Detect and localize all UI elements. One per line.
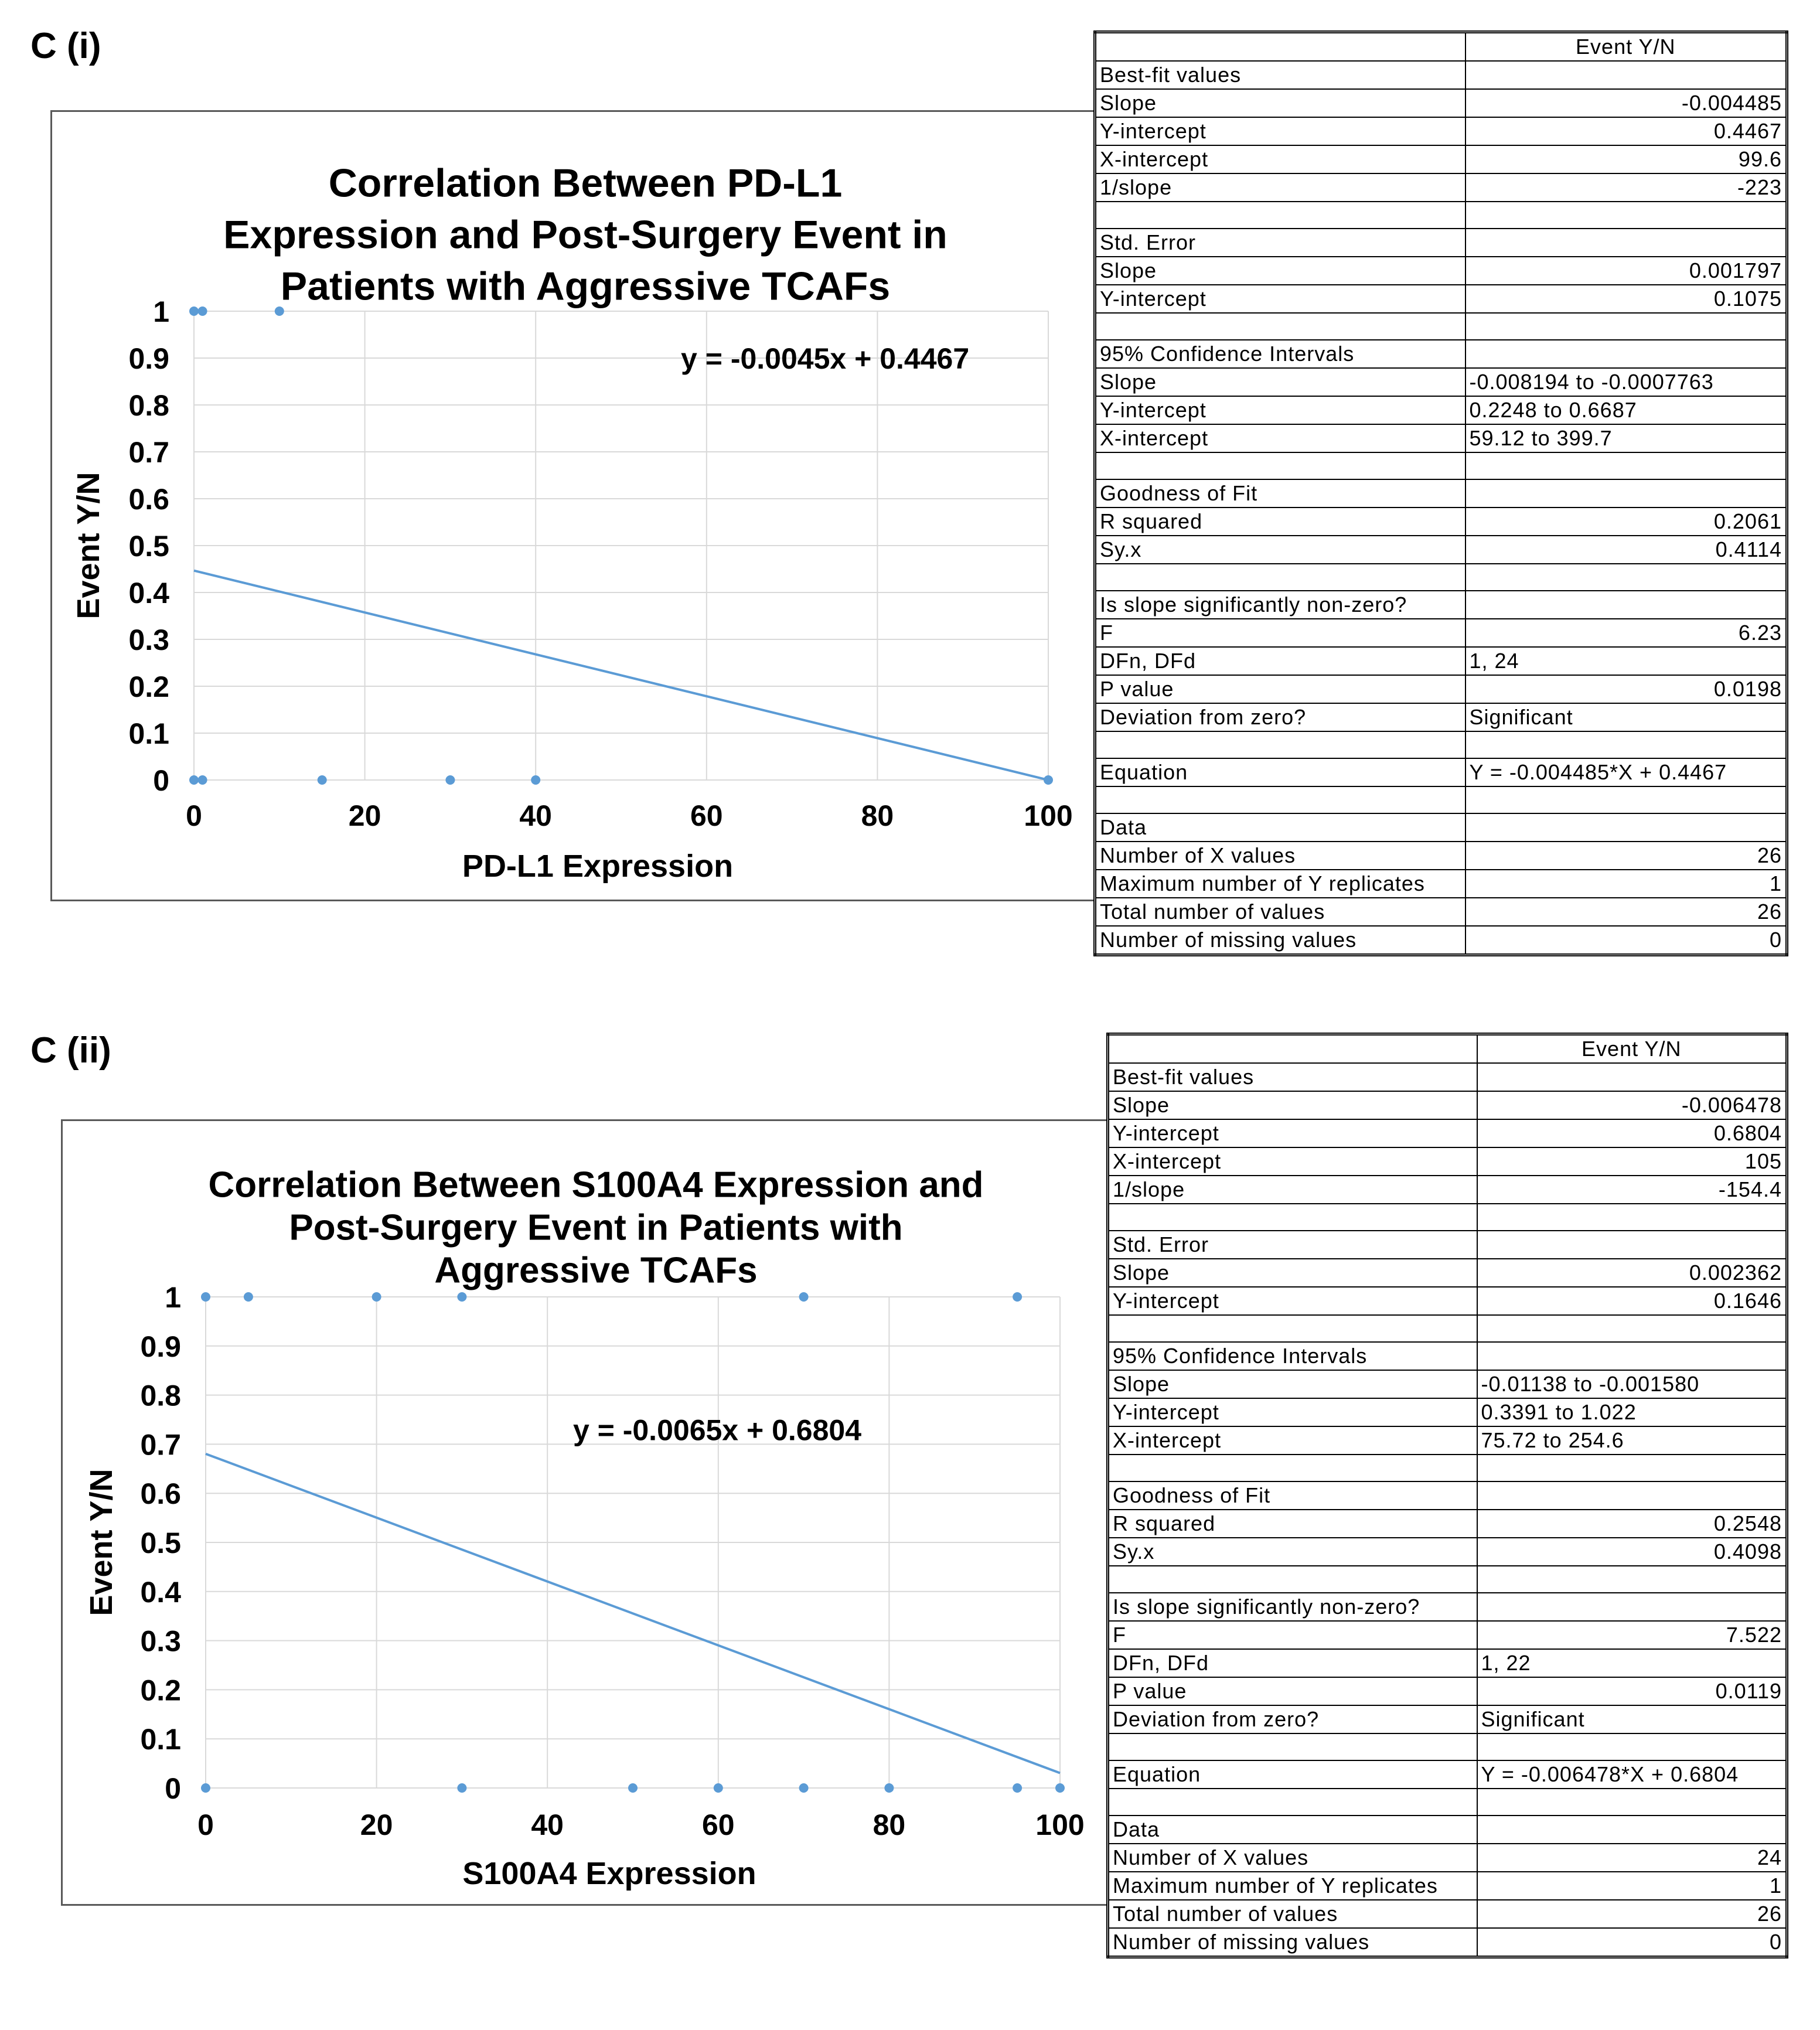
- x-tick-label: 20: [360, 1808, 393, 1841]
- data-point: [445, 775, 455, 785]
- table-cell-value: [1477, 1566, 1787, 1593]
- table-row: [1108, 1510, 1787, 1538]
- table-cell-label: Y-intercept: [1108, 1119, 1477, 1147]
- table-cell-value: 26: [1465, 898, 1787, 926]
- table-row: [1108, 1481, 1787, 1510]
- data-point: [189, 306, 199, 316]
- data-point: [198, 775, 207, 785]
- table-cell-label: Goodness of Fit: [1095, 479, 1465, 508]
- table-cell-label: Maximum number of Y replicates: [1108, 1872, 1477, 1900]
- table-cell-value: 0.4114: [1465, 536, 1787, 564]
- table-cell-value: 6.23: [1465, 619, 1787, 647]
- table-cell-label: Is slope significantly non-zero?: [1095, 591, 1465, 619]
- table-cell-label: 1/slope: [1108, 1176, 1477, 1204]
- table-cell-value: [1477, 1342, 1787, 1370]
- table-cell-label: F: [1108, 1621, 1477, 1649]
- table-row: [1108, 1231, 1787, 1259]
- table-row: [1095, 313, 1787, 340]
- table-row: [1095, 898, 1787, 926]
- table-cell-label: Goodness of Fit: [1108, 1481, 1477, 1510]
- data-point: [1044, 775, 1053, 785]
- table-cell-label: [1108, 1455, 1477, 1481]
- table-cell-label: [1108, 1204, 1477, 1231]
- table-cell-value: [1465, 313, 1787, 340]
- table-cell-value: 0.001797: [1465, 257, 1787, 285]
- table-row: [1095, 675, 1787, 703]
- y-tick-label: 0.2: [128, 670, 169, 703]
- table-row: [1108, 1538, 1787, 1566]
- trendline-equation-label: y = -0.0065x + 0.6804: [572, 1413, 862, 1447]
- table-cell-value: -154.4: [1477, 1176, 1787, 1204]
- chart-title-line: Patients with Aggressive TCAFs: [280, 264, 891, 309]
- table-cell-label: Total number of values: [1108, 1900, 1477, 1928]
- table-cell-value: [1477, 1481, 1787, 1510]
- table-cell-value: [1465, 61, 1787, 89]
- table-cell-label: [1108, 1733, 1477, 1760]
- table-row: [1108, 1733, 1787, 1760]
- table-cell-value: 7.522: [1477, 1621, 1787, 1649]
- y-tick-label: 0.4: [140, 1575, 181, 1609]
- table-cell-label: Number of missing values: [1095, 926, 1465, 955]
- table-cell-label: Best-fit values: [1095, 61, 1465, 89]
- table-cell-value: 0.6804: [1477, 1119, 1787, 1147]
- table-cell-value: [1477, 1204, 1787, 1231]
- table-row: [1108, 1147, 1787, 1176]
- table-row: [1108, 1287, 1787, 1315]
- table-cell-label: Maximum number of Y replicates: [1095, 870, 1465, 898]
- stats-table-c-i: [1093, 30, 1788, 956]
- table-row: [1095, 452, 1787, 479]
- table-cell-value: -223: [1465, 173, 1787, 202]
- table-cell-value: [1465, 731, 1787, 758]
- table-cell-label: [1108, 1789, 1477, 1816]
- table-cell-label: Y-intercept: [1095, 117, 1465, 145]
- table-cell-label: Slope: [1095, 257, 1465, 285]
- table-header-empty: [1095, 32, 1465, 62]
- table-cell-label: [1108, 1315, 1477, 1342]
- table-cell-value: 0: [1477, 1928, 1787, 1957]
- table-row: [1108, 1342, 1787, 1370]
- y-tick-label: 0.9: [140, 1330, 181, 1363]
- chart-title-line: Correlation Between PD-L1: [328, 161, 843, 206]
- table-cell-value: -0.006478: [1477, 1091, 1787, 1119]
- table-cell-label: X-intercept: [1095, 424, 1465, 452]
- data-point: [884, 1783, 894, 1793]
- table-row: [1095, 479, 1787, 508]
- table-cell-label: Number of missing values: [1108, 1928, 1477, 1957]
- table-cell-label: Y-intercept: [1095, 285, 1465, 313]
- table-header-row: [1095, 32, 1787, 62]
- table-row: [1095, 619, 1787, 647]
- data-point: [189, 775, 199, 785]
- x-axis-label: PD-L1 Expression: [462, 849, 734, 884]
- table-row: [1108, 1593, 1787, 1621]
- y-tick-label: 0.9: [128, 342, 169, 375]
- table-row: [1095, 786, 1787, 813]
- table-cell-value: -0.01138 to -0.001580: [1477, 1370, 1787, 1398]
- table-row: [1095, 89, 1787, 117]
- table-cell-value: 59.12 to 399.7: [1465, 424, 1787, 452]
- table-cell-value: 0.2248 to 0.6687: [1465, 396, 1787, 424]
- chart-title-line: Aggressive TCAFs: [434, 1250, 758, 1291]
- table-row: [1095, 61, 1787, 89]
- y-tick-label: 0.2: [140, 1674, 181, 1707]
- table-row: [1108, 1398, 1787, 1426]
- table-row: [1108, 1315, 1787, 1342]
- table-row: [1108, 1649, 1787, 1677]
- table-cell-value: [1477, 1733, 1787, 1760]
- y-tick-label: 0.7: [140, 1428, 181, 1462]
- table-cell-label: DFn, DFd: [1095, 647, 1465, 675]
- table-row: [1095, 564, 1787, 591]
- data-point: [198, 306, 207, 316]
- table-row: [1108, 1426, 1787, 1455]
- x-tick-label: 100: [1024, 799, 1073, 832]
- y-tick-label: 0: [153, 764, 169, 797]
- y-tick-label: 0.6: [128, 483, 169, 516]
- table-cell-value: [1465, 452, 1787, 479]
- table-row: [1095, 926, 1787, 955]
- y-tick-label: 0.7: [128, 436, 169, 469]
- table-cell-value: 0.0119: [1477, 1677, 1787, 1705]
- table-cell-value: 26: [1477, 1900, 1787, 1928]
- table-row: [1095, 647, 1787, 675]
- table-row: [1108, 1844, 1787, 1872]
- table-cell-label: [1095, 313, 1465, 340]
- table-cell-label: R squared: [1095, 508, 1465, 536]
- data-point: [201, 1783, 210, 1793]
- data-point: [1013, 1292, 1022, 1302]
- table-cell-label: F: [1095, 619, 1465, 647]
- chart-title-line: Correlation Between S100A4 Expression and: [208, 1164, 984, 1205]
- table-row: [1095, 173, 1787, 202]
- table-row: [1095, 285, 1787, 313]
- x-tick-label: 0: [186, 799, 202, 832]
- table-cell-value: [1465, 786, 1787, 813]
- x-axis-label: S100A4 Expression: [462, 1856, 756, 1891]
- y-tick-label: 0.5: [140, 1527, 181, 1559]
- table-cell-label: Number of X values: [1108, 1844, 1477, 1872]
- data-point: [244, 1292, 253, 1302]
- data-point: [1055, 1783, 1065, 1793]
- table-row: [1095, 257, 1787, 285]
- table-cell-label: Slope: [1108, 1091, 1477, 1119]
- table-cell-label: [1095, 731, 1465, 758]
- table-row: [1108, 1928, 1787, 1957]
- table-row: [1095, 813, 1787, 842]
- scatter-plot-pd-l1: [52, 112, 1107, 903]
- table-cell-value: -0.008194 to -0.0007763: [1465, 368, 1787, 396]
- table-cell-value: [1477, 1593, 1787, 1621]
- table-row: [1095, 368, 1787, 396]
- x-tick-label: 40: [519, 799, 553, 832]
- table-row: [1108, 1204, 1787, 1231]
- table-cell-value: 99.6: [1465, 145, 1787, 173]
- table-cell-label: DFn, DFd: [1108, 1649, 1477, 1677]
- table-row: [1108, 1370, 1787, 1398]
- x-tick-label: 60: [690, 799, 723, 832]
- data-point: [531, 775, 540, 785]
- data-point: [457, 1292, 466, 1302]
- table-row: [1108, 1900, 1787, 1928]
- table-row: [1095, 703, 1787, 731]
- table-row: [1108, 1455, 1787, 1481]
- table-cell-value: Y = -0.006478*X + 0.6804: [1477, 1760, 1787, 1789]
- table-cell-value: Significant: [1477, 1705, 1787, 1733]
- table-cell-label: Data: [1095, 813, 1465, 842]
- table-row: [1095, 842, 1787, 870]
- table-cell-label: Std. Error: [1108, 1231, 1477, 1259]
- table-row: [1108, 1705, 1787, 1733]
- table-row: [1095, 508, 1787, 536]
- table-cell-label: R squared: [1108, 1510, 1477, 1538]
- scatter-plot-s100a4: [63, 1121, 1117, 1908]
- table-cell-value: [1477, 1789, 1787, 1816]
- y-tick-label: 0.3: [140, 1624, 181, 1658]
- table-row: [1095, 731, 1787, 758]
- table-row: [1095, 340, 1787, 368]
- y-tick-label: 1: [165, 1281, 181, 1314]
- table-row: [1095, 202, 1787, 229]
- panel-label-c-i: C (i): [30, 26, 101, 66]
- table-row: [1108, 1677, 1787, 1705]
- table-cell-value: [1477, 1063, 1787, 1091]
- table-cell-label: [1108, 1566, 1477, 1593]
- chart-c-i: [50, 110, 1105, 901]
- table-cell-value: [1465, 229, 1787, 257]
- data-point: [714, 1783, 723, 1793]
- table-cell-label: Equation: [1108, 1760, 1477, 1789]
- y-axis-label: Event Y/N: [84, 1469, 119, 1616]
- data-point: [457, 1783, 466, 1793]
- table-cell-value: Significant: [1465, 703, 1787, 731]
- trendline-equation-label: y = -0.0045x + 0.4467: [681, 342, 970, 375]
- table-cell-value: Y = -0.004485*X + 0.4467: [1465, 758, 1787, 786]
- x-tick-label: 60: [701, 1808, 735, 1841]
- table-cell-label: Sy.x: [1095, 536, 1465, 564]
- data-point: [201, 1292, 210, 1302]
- table-row: [1095, 536, 1787, 564]
- table-cell-value: [1465, 202, 1787, 229]
- table-row: [1095, 591, 1787, 619]
- table-cell-label: Is slope significantly non-zero?: [1108, 1593, 1477, 1621]
- table-row: [1108, 1259, 1787, 1287]
- y-tick-label: 1: [153, 295, 169, 328]
- data-point: [318, 775, 327, 785]
- table-cell-label: Total number of values: [1095, 898, 1465, 926]
- table-row: [1108, 1119, 1787, 1147]
- y-tick-label: 0.5: [128, 530, 169, 563]
- table-cell-label: Std. Error: [1095, 229, 1465, 257]
- table-cell-label: P value: [1108, 1677, 1477, 1705]
- table-cell-value: 0.2548: [1477, 1510, 1787, 1538]
- x-tick-label: 20: [348, 799, 381, 832]
- table-cell-label: Number of X values: [1095, 842, 1465, 870]
- x-tick-label: 40: [531, 1808, 564, 1841]
- table-cell-value: [1477, 1315, 1787, 1342]
- data-point: [275, 306, 284, 316]
- table-cell-value: 24: [1477, 1844, 1787, 1872]
- x-tick-label: 80: [872, 1808, 906, 1841]
- table-row: [1108, 1760, 1787, 1789]
- table-cell-value: [1465, 340, 1787, 368]
- table-cell-value: -0.004485: [1465, 89, 1787, 117]
- table-cell-value: 0.3391 to 1.022: [1477, 1398, 1787, 1426]
- table-cell-label: X-intercept: [1108, 1426, 1477, 1455]
- table-cell-value: 1: [1465, 870, 1787, 898]
- table-cell-value: 0.1646: [1477, 1287, 1787, 1315]
- y-tick-label: 0.3: [128, 624, 169, 656]
- table-cell-label: X-intercept: [1108, 1147, 1477, 1176]
- table-cell-label: 1/slope: [1095, 173, 1465, 202]
- table-cell-label: P value: [1095, 675, 1465, 703]
- data-point: [799, 1292, 809, 1302]
- chart-c-ii: [61, 1119, 1116, 1906]
- data-point: [1013, 1783, 1022, 1793]
- table-cell-label: Deviation from zero?: [1095, 703, 1465, 731]
- trendline: [194, 571, 1048, 780]
- data-point: [799, 1783, 809, 1793]
- table-cell-label: Slope: [1095, 368, 1465, 396]
- table-cell-label: Slope: [1095, 89, 1465, 117]
- table-row: [1108, 1566, 1787, 1593]
- table-cell-value: 0.0198: [1465, 675, 1787, 703]
- table-column-header: Event Y/N: [1477, 1034, 1787, 1064]
- table-row: [1108, 1063, 1787, 1091]
- table-cell-value: 1, 22: [1477, 1649, 1787, 1677]
- table-cell-value: [1465, 564, 1787, 591]
- table-row: [1095, 117, 1787, 145]
- table-cell-value: [1477, 1816, 1787, 1844]
- table-cell-value: 0.1075: [1465, 285, 1787, 313]
- table-row: [1108, 1789, 1787, 1816]
- table-cell-value: [1465, 813, 1787, 842]
- table-cell-value: 75.72 to 254.6: [1477, 1426, 1787, 1455]
- table-cell-label: 95% Confidence Intervals: [1108, 1342, 1477, 1370]
- table-row: [1095, 396, 1787, 424]
- table-row: [1108, 1816, 1787, 1844]
- table-row: [1108, 1176, 1787, 1204]
- x-tick-label: 100: [1035, 1808, 1085, 1841]
- chart-title-line: Expression and Post-Surgery Event in: [223, 212, 948, 257]
- y-tick-label: 0.1: [140, 1723, 181, 1756]
- data-point: [628, 1783, 638, 1793]
- table-cell-label: X-intercept: [1095, 145, 1465, 173]
- y-tick-label: 0.8: [140, 1379, 181, 1412]
- y-axis-label: Event Y/N: [71, 472, 106, 619]
- table-cell-label: Deviation from zero?: [1108, 1705, 1477, 1733]
- table-cell-label: Best-fit values: [1108, 1063, 1477, 1091]
- table-cell-value: 26: [1465, 842, 1787, 870]
- table-cell-label: Y-intercept: [1108, 1287, 1477, 1315]
- table-header-empty: [1108, 1034, 1477, 1064]
- y-tick-label: 0.6: [140, 1477, 181, 1511]
- table-cell-label: [1095, 202, 1465, 229]
- stats-table-c-ii: [1106, 1033, 1788, 1959]
- chart-title-line: Post-Surgery Event in Patients with: [289, 1207, 903, 1248]
- table-row: [1095, 145, 1787, 173]
- x-tick-label: 0: [197, 1808, 214, 1841]
- table-cell-label: Y-intercept: [1095, 396, 1465, 424]
- table-cell-label: Sy.x: [1108, 1538, 1477, 1566]
- table-row: [1095, 758, 1787, 786]
- table-row: [1095, 229, 1787, 257]
- table-cell-value: 105: [1477, 1147, 1787, 1176]
- table-cell-label: Slope: [1108, 1259, 1477, 1287]
- data-point: [372, 1292, 381, 1302]
- table-cell-label: [1095, 564, 1465, 591]
- table-cell-label: Data: [1108, 1816, 1477, 1844]
- panel-label-c-ii: C (ii): [30, 1030, 111, 1071]
- table-cell-value: 0: [1465, 926, 1787, 955]
- table-cell-value: 0.002362: [1477, 1259, 1787, 1287]
- table-cell-value: 1: [1477, 1872, 1787, 1900]
- trendline: [206, 1454, 1060, 1773]
- x-tick-label: 80: [861, 799, 894, 832]
- table-cell-value: 0.4467: [1465, 117, 1787, 145]
- y-tick-label: 0.8: [128, 389, 169, 422]
- table-cell-value: 0.4098: [1477, 1538, 1787, 1566]
- table-cell-value: 1, 24: [1465, 647, 1787, 675]
- table-cell-value: [1465, 479, 1787, 508]
- table-cell-label: Slope: [1108, 1370, 1477, 1398]
- table-row: [1108, 1621, 1787, 1649]
- table-row: [1108, 1091, 1787, 1119]
- y-tick-label: 0.1: [128, 717, 169, 750]
- table-row: [1095, 870, 1787, 898]
- table-cell-label: [1095, 452, 1465, 479]
- table-row: [1095, 424, 1787, 452]
- y-tick-label: 0: [165, 1772, 181, 1805]
- table-column-header: Event Y/N: [1465, 32, 1787, 62]
- table-cell-value: [1465, 591, 1787, 619]
- table-cell-label: [1095, 786, 1465, 813]
- table-cell-label: 95% Confidence Intervals: [1095, 340, 1465, 368]
- table-cell-value: 0.2061: [1465, 508, 1787, 536]
- table-cell-label: Y-intercept: [1108, 1398, 1477, 1426]
- table-cell-value: [1477, 1455, 1787, 1481]
- table-cell-value: [1477, 1231, 1787, 1259]
- table-cell-label: Equation: [1095, 758, 1465, 786]
- table-header-row: [1108, 1034, 1787, 1064]
- table-row: [1108, 1872, 1787, 1900]
- y-tick-label: 0.4: [128, 577, 169, 609]
